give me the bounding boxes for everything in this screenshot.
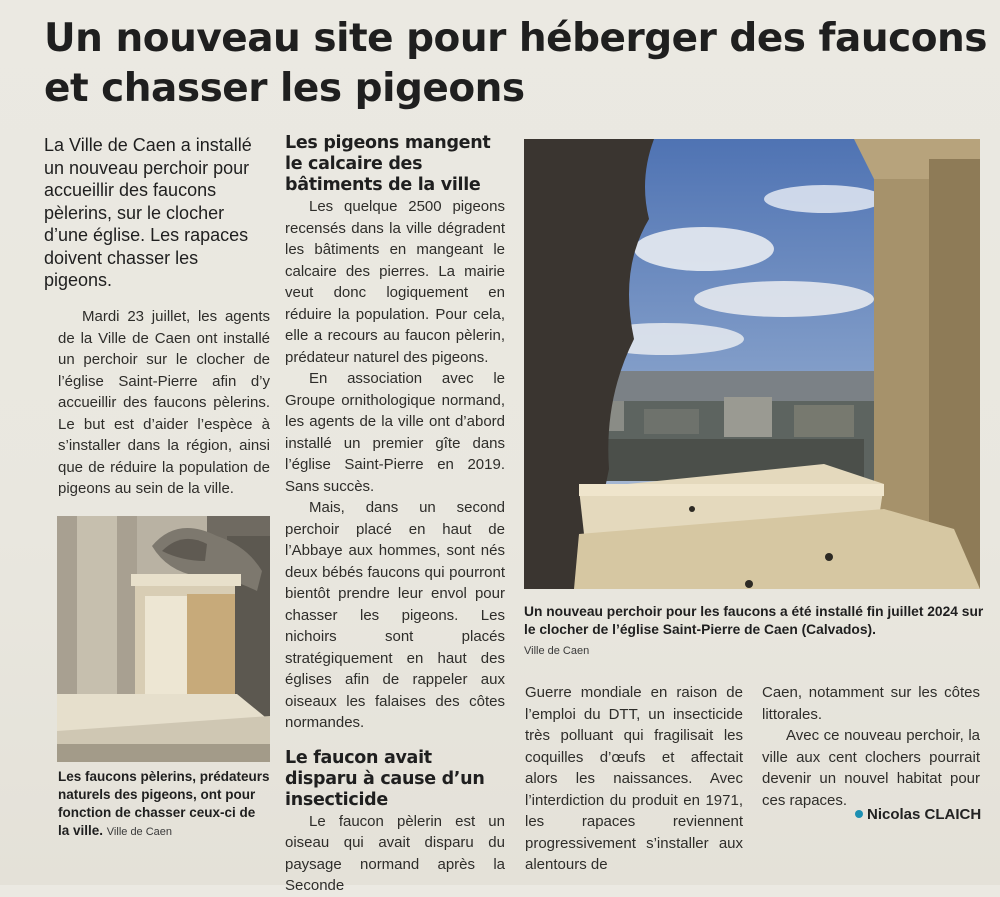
title-line-2: et chasser les pigeons [44, 66, 525, 111]
caption-small-credit: Ville de Caen [106, 826, 173, 838]
caption-large-text: Un nouveau perchoir pour les faucons a été installé fin juillet 2024 sur le clocher de l’église Saint-Pierre de Caen (Calvados). [524, 604, 984, 637]
column-2 [285, 133, 505, 897]
caption-large-credit: Ville de Caen [524, 645, 590, 657]
caption-small-text: Les faucons pèlerins, prédateurs naturels des pigeons, ont pour fonction de chasser ceux-ci de la ville. [58, 769, 270, 838]
subhead-insecticide: Le faucon avait disparu à cause d’un insecticide [285, 747, 485, 810]
subhead-pigeons: Les pigeons mangent le calcaire des bâtiments de la ville [285, 133, 491, 195]
paragraph-coasts: Caen, notamment sur les côtes littorales. [762, 684, 980, 723]
paragraph-intro: Mardi 23 juillet, les agents de la Ville de Caen ont installé un perchoir sur le clocher de l’église Saint-Pierre afin d’y accueillir des faucons pèlerins. Le but est d’aider l’espèce à s’installer dans la région, ainsi que de réduire la population de pigeons au sein de la ville. [58, 308, 270, 497]
paragraph-ddt: Guerre mondiale en raison de l’emploi du DTT, un insecticide très polluant qui fragilisait les coquilles d’œufs et affectait alors les naissances. Avec l’interdiction du produit en 1971, les rapaces reviennent progressivement s’installer aux alentours de [525, 684, 743, 873]
photo-bell-tower-perch [524, 139, 980, 589]
gargoyle-perch-illustration [57, 516, 270, 762]
paragraph-falcon-history: Le faucon pèlerin est un oiseau qui avait disparu du paysage normand après la Seconde [285, 812, 505, 894]
author-name: Nicolas CLAICH [867, 806, 982, 823]
column-4 [762, 682, 980, 811]
paragraph-second-perch: Mais, dans un second perchoir placé en haut de l’Abbaye aux hommes, sont nés deux bébés faucons qui pourront bientôt prendre leur envol pour chasser les pigeons. Les nichoirs sont placés stratégiquement en haut des églises afin de rappeler aux oiseaux les falaises des côtes normandes. [285, 499, 505, 731]
author-signature [855, 806, 981, 823]
column-3 [525, 682, 743, 876]
paragraph-association: En association avec le Groupe ornithologique normand, les agents de la ville ont d’abord installé un premier gîte dans l’église Saint-Pierre en 2019. Sans succès. [285, 370, 505, 495]
bell-tower-illustration [524, 139, 980, 589]
caption-large-photo [524, 603, 984, 660]
caption-small-photo [58, 768, 270, 841]
title-line-1: Un nouveau site pour héberger des faucons [44, 16, 987, 61]
article-lead: La Ville de Caen a installé un nouveau perchoir pour accueillir des faucons pèlerins, sur le clocher d’une église. Les rapaces doivent chasser les pigeons. [44, 135, 252, 290]
paragraph-pigeons: Les quelque 2500 pigeons recensés dans la ville dégradent les bâtiments en mangeant le calcaire des pierres. La mairie veut donc logiquement en réduire la population. Pour cela, elle a recours au faucon pèlerin, prédateur naturel des pigeons. [285, 198, 505, 366]
paragraph-new-habitat: Avec ce nouveau perchoir, la ville aux cent clochers pourrait devenir un nouvel habitat pour ces rapaces. [762, 727, 980, 809]
bullet-dot-icon [855, 810, 863, 818]
column-1 [58, 306, 270, 500]
article-title [44, 14, 994, 114]
photo-gargoyle-perch [57, 516, 270, 762]
